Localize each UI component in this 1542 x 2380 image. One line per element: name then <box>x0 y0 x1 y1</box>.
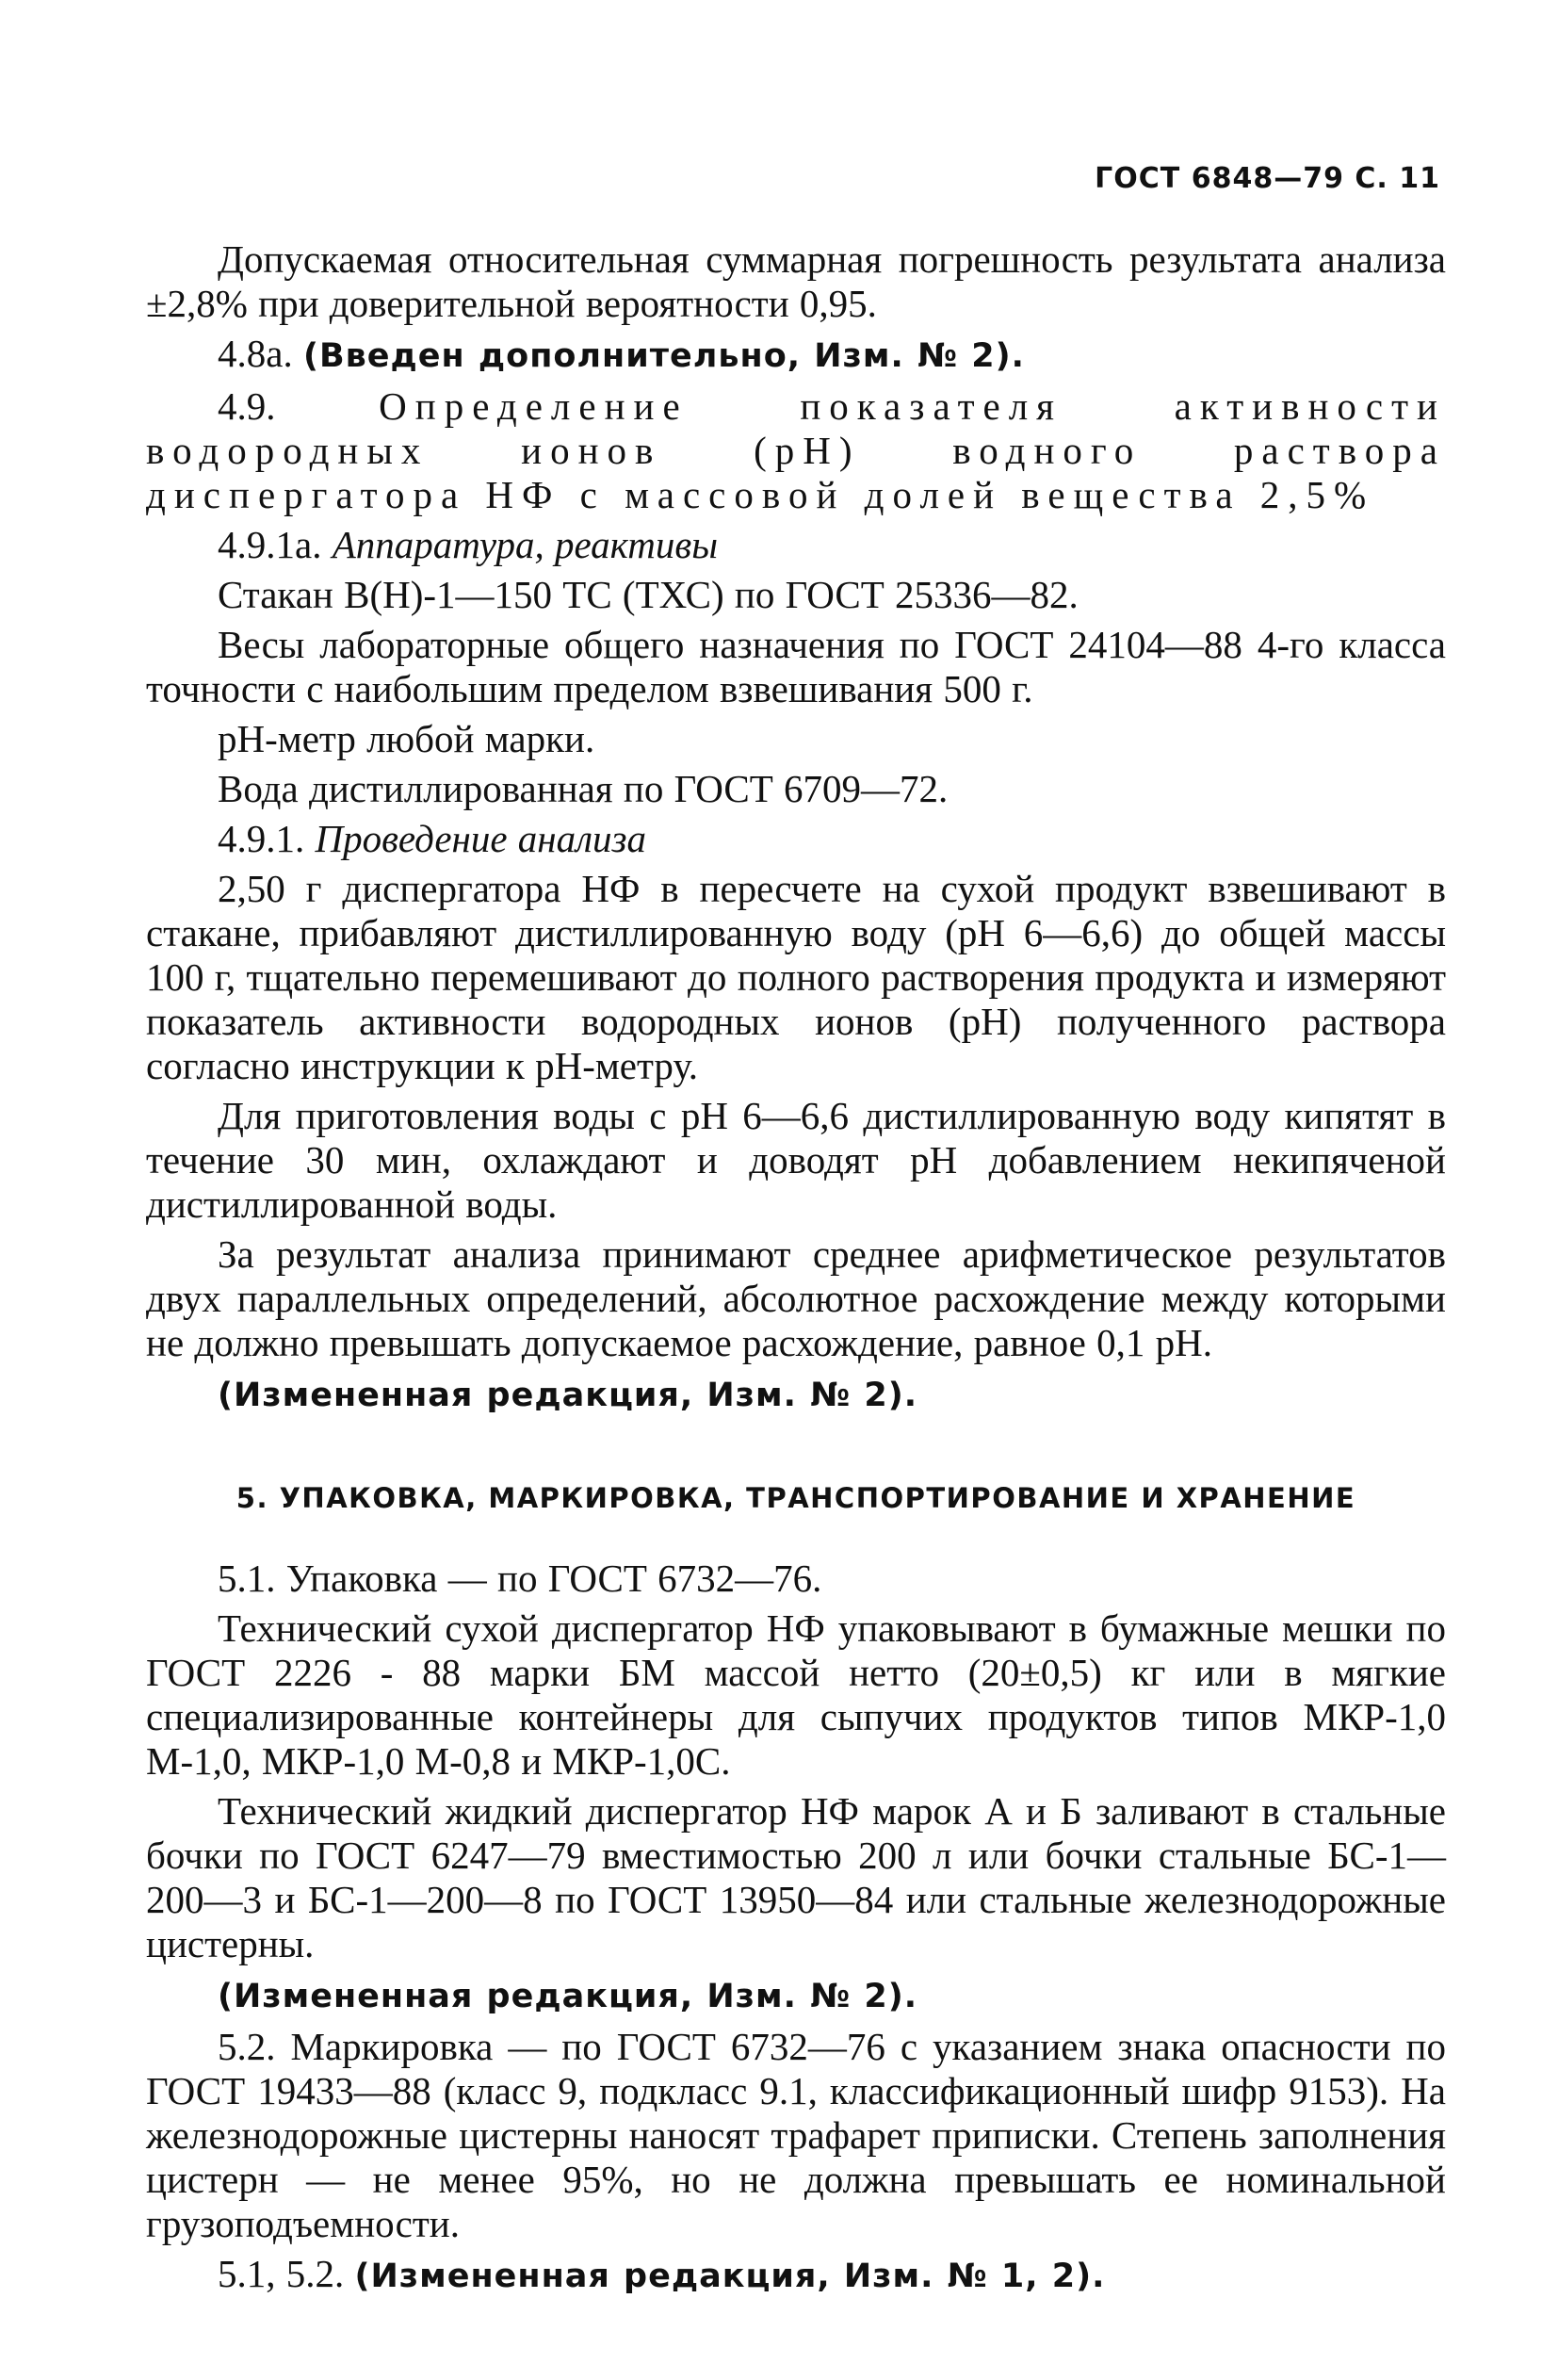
amendment-note: (Измененная редакция, Изм. № 2). <box>218 1377 918 1414</box>
paragraph-error-tolerance: Допускаемая относительная суммарная погрешность результата анализа ±2,8% при доверительной вероятности 0,95. <box>146 237 1446 325</box>
clause-number: 5.1, 5.2. <box>218 2252 345 2295</box>
paragraph-procedure: 2,50 г диспергатора НФ в пересчете на сухой продукт взвешивают в стакане, прибавляют дистиллированную воду (рН 6—6,6) до общей массы 100 г, тщательно перемешивают до полного растворения продукта и измеряют показатель активности водородных ионов (рН) полученного раствора согласно инструкции к рН-метру. <box>146 867 1446 1087</box>
running-header: ГОСТ 6848—79 С. 11 <box>1095 162 1440 195</box>
paragraph-beaker: Стакан В(Н)-1—150 ТС (ТХС) по ГОСТ 25336—82. <box>218 573 1079 616</box>
document-body <box>146 237 1446 2305</box>
paragraph-ph-meter: рН-метр любой марки. <box>218 717 595 760</box>
paragraph-amendment-1 <box>146 1371 1446 1418</box>
amendment-note: (Измененная редакция, Изм. № 2). <box>218 1978 918 2015</box>
paragraph-amendment-3 <box>146 2252 1446 2299</box>
clause-heading-italic: Аппаратура, реактивы <box>332 523 718 566</box>
amendment-note: (Введен дополнительно, Изм. № 2). <box>302 337 1025 375</box>
paragraph-4-9-1 <box>146 817 1446 861</box>
paragraph-liquid-packing: Технический жидкий диспергатор НФ марок А и Б заливают в стальные бочки по ГОСТ 6247—79 вместимостью 200 л или бочки стальные БС-1—200—3 и БС-1—200—8 по ГОСТ 13950—84 или стальные железнодорожные цистерны. <box>146 1789 1446 1965</box>
paragraph-amendment-2 <box>146 1972 1446 2019</box>
clause-number: 4.9.1. <box>218 817 305 860</box>
paragraph-4-8a <box>146 332 1446 379</box>
clause-heading-spaced: Определение показателя активности водородных ионов (рН) водного раствора диспергатора НФ с массовой долей вещества 2,5% <box>146 384 1446 516</box>
paragraph-4-9 <box>146 384 1446 517</box>
clause-number: 4.8а. <box>218 332 293 375</box>
paragraph-result: За результат анализа принимают среднее арифметическое результатов двух параллельных определений, абсолютное расхождение между которыми не должно превышать допускаемое расхождение, равное 0,1 рН. <box>146 1232 1446 1364</box>
paragraph-water: Вода дистиллированная по ГОСТ 6709—72. <box>218 767 949 810</box>
paragraph-dry-packing: Технический сухой диспергатор НФ упаковывают в бумажные мешки по ГОСТ 2226 - 88 марки БМ массой нетто (20±0,5) кг или в мягкие специализированные контейнеры для сыпучих продуктов типов МКР-1,0 М-1,0, МКР-1,0 М-0,8 и МКР-1,0С. <box>146 1606 1446 1783</box>
paragraph-5-2: 5.2. Маркировка — по ГОСТ 6732—76 с указанием знака опасности по ГОСТ 19433—88 (класс 9, подкласс 9.1, классификационный шифр 9153). На железнодорожные цистерны наносят трафарет приписки. Степень заполнения цистерн — не менее 95%, но не должна превышать ее номинальной грузоподъемности. <box>146 2025 1446 2245</box>
clause-number: 4.9. <box>218 384 276 428</box>
paragraph-scales: Весы лабораторные общего назначения по ГОСТ 24104—88 4-го класса точности с наибольшим пределом взвешивания 500 г. <box>146 623 1446 710</box>
section-title: 5. УПАКОВКА, МАРКИРОВКА, ТРАНСПОРТИРОВАНИЕ И ХРАНЕНИЕ <box>235 1482 1356 1514</box>
clause-heading-italic: Проведение анализа <box>315 817 647 860</box>
paragraph-4-9-1a <box>146 523 1446 567</box>
clause-number: 4.9.1а. <box>218 523 322 566</box>
paragraph-water-preparation: Для приготовления воды с рН 6—6,6 дистиллированную воду кипятят в течение 30 мин, охлаждают и доводят рН добавлением некипяченой дистиллированной воды. <box>146 1094 1446 1226</box>
paragraph-5-1: 5.1. Упаковка — по ГОСТ 6732—76. <box>218 1557 822 1600</box>
amendment-note: (Измененная редакция, Изм. № 1, 2). <box>354 2258 1106 2295</box>
